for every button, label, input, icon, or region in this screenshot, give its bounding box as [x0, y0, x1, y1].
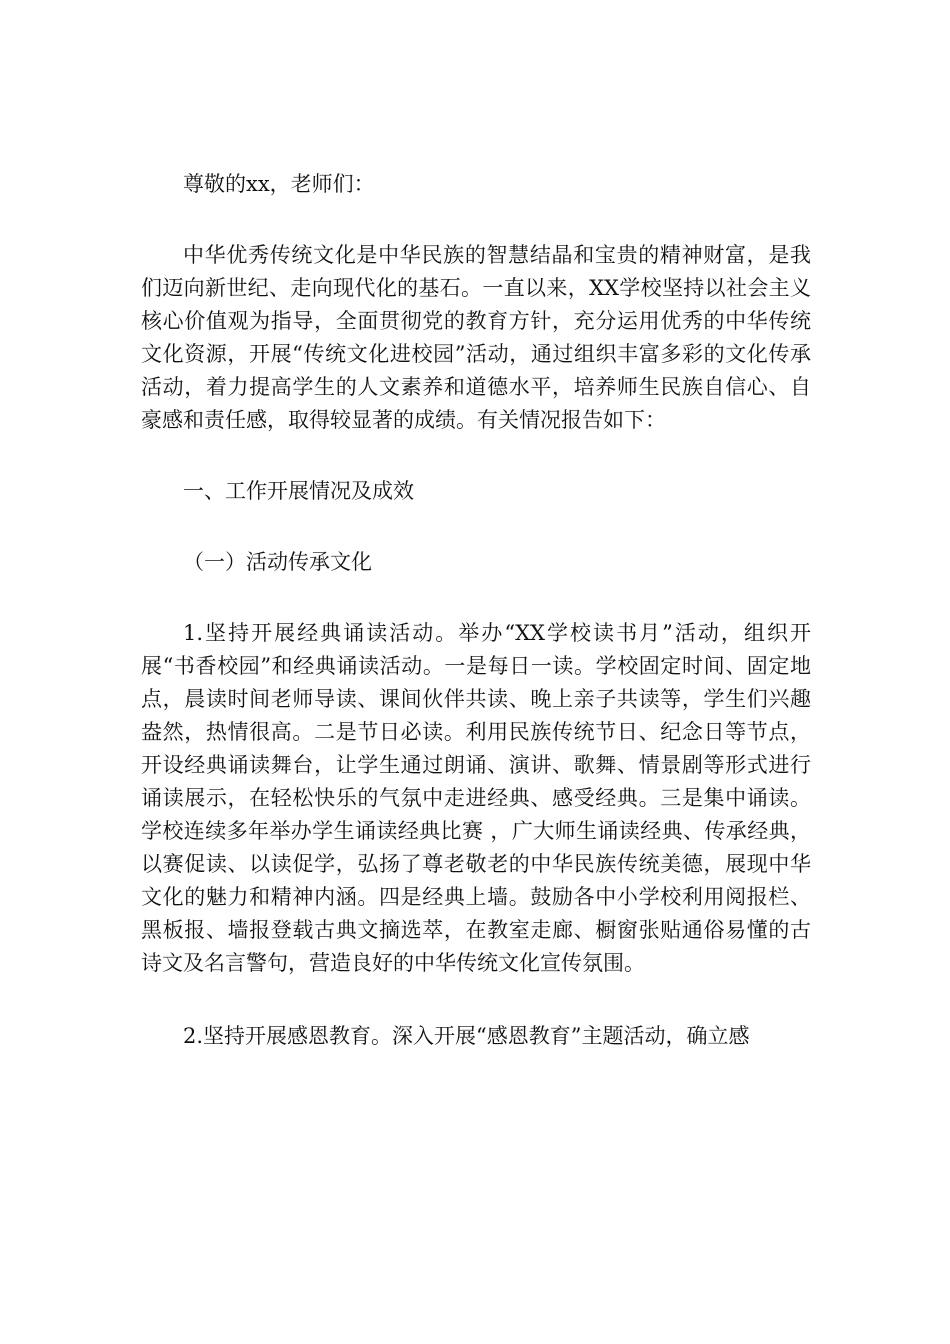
subsection-heading: （一）活动传承文化 — [183, 550, 372, 574]
intro-paragraph: 中华优秀传统文化是中华民族的智慧结晶和宝贵的精神财富，是我们迈向新世纪、走向现代化的基石。一直以来，XX学校坚持以社会主义核心价值观为指导，全面贯彻党的教育方针，充分运用优秀的中华传统文化资源，开展“传统文化进校园”活动，通过组织丰富多彩的文化传承活动，着力提高学生的人文素养和道德水平，培养师生民族自信心、自豪感和责任感，取得较显著的成绩。有关情况报告如下： — [141, 243, 811, 432]
item-1-paragraph: 1.坚持开展经典诵读活动。举办“XX学校读书月”活动，组织开展“书香校园”和经典诵读活动。一是每日一读。学校固定时间、固定地点，晨读时间老师导读、课间伙伴共读、晚上亲子共读等，学生们兴趣盎然，热情很高。二是节日必读。利用民族传统节日、纪念日等节点，开设经典诵读舞台，让学生通过朗诵、演讲、歌舞、情景剧等形式进行诵读展示，在轻松快乐的气氛中走进经典、感受经典。三是集中诵读。学校连续多年举办学生诵读经典比赛 ，广大师生诵读经典、传承经典，以赛促读、以读促学，弘扬了尊老敬老的中华民族传统美德，展现中华文化的魅力和精神内涵。四是经典上墙。鼓励各中小学校利用阅报栏、黑板报、墙报登载古典文摘选萃，在教室走廊、橱窗张贴通俗易懂的古诗文及名言警句，营造良好的中华传统文化宣传氛围。 — [141, 621, 811, 975]
document-body — [141, 168, 811, 1053]
greeting-line: 尊敬的xx，老师们： — [183, 172, 375, 196]
item-2-paragraph: 2.坚持开展感恩教育。深入开展“感恩教育”主题活动，确立感 — [183, 1024, 750, 1048]
section-heading: 一、工作开展情况及成效 — [183, 479, 414, 503]
